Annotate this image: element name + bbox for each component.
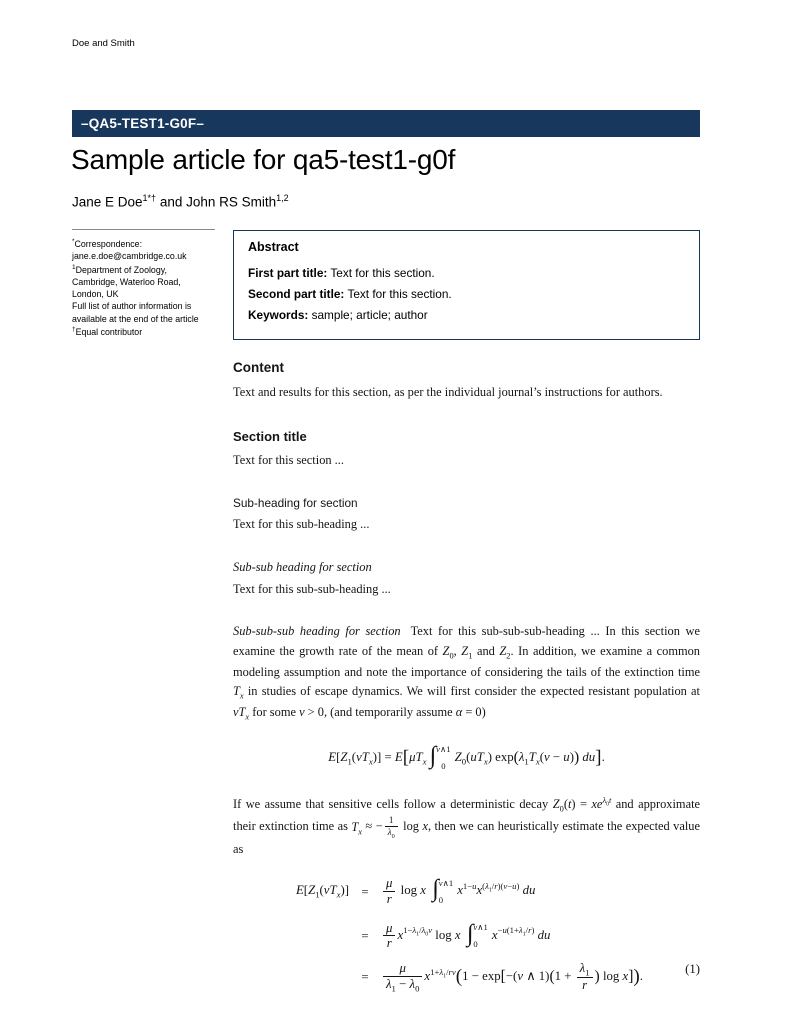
equation-2-rhs-2: $\frac{\mu}{r}$ $x^{1-\lambda_1/\lambda_0v}$ log x ∫ v∧1 0 $x^{-u(1+\lambda_1/r)}$ du [381, 917, 700, 955]
author-info-sidebar [72, 229, 215, 338]
running-head: Doe and Smith [72, 38, 135, 49]
content-paragraph: Text and results for this section, as per the individual journal’s instructions for authors. [233, 385, 663, 400]
abstract-second-label: Second part title: [248, 287, 345, 302]
sub-heading: Sub-heading for section [233, 495, 358, 510]
content-heading: Content [233, 360, 284, 375]
equation-2-row-2 [261, 917, 700, 955]
abstract-box [233, 230, 700, 340]
equation-1: $E[Z_1(vT_x)] = E[\mu T_x$ ∫ v∧1 0 $Z_0(uT_x) \exp(\lambda_1T_x(v - u))$ du]. [328, 741, 605, 771]
equals-sign: = [361, 884, 369, 899]
abstract-first-part [248, 263, 685, 284]
equals-sign: = [361, 928, 369, 943]
abstract-second-part [248, 284, 685, 305]
abstract-keywords-text: sample; article; author [311, 308, 428, 323]
abstract-heading: Abstract [248, 240, 299, 254]
correspondence-note: *Correspondence: jane.e.doe@cambridge.co.uk $^1$Department of Zoology, Cambridge, Waterloo Road, London, UK Full list of author information is available at the end of the article †Equal contributor [72, 238, 199, 337]
subsubsub-text: Text for this sub-sub-sub-heading ... In this section we examine the growth rate of the mean of $Z_0$, $Z_1$ and $Z_2$. In addition, we examine a common modeling assumption and note the importance of considering the tails of the extinction time $T_x$ in studies of escape dynamics. We will first consider the expected resistant population at $vT_x$ for some v > 0, (and temporarily assume α = 0) [233, 624, 700, 722]
article-title: Sample article for qa5-test1-g0f [71, 144, 456, 175]
equation-2 [233, 872, 700, 993]
equation-2-rhs-3: $\frac{\mu}{\lambda_1 - \lambda_0}$ $x^{1+\lambda_1/rv}(1 - \exp[-(v$ ∧ 1)(1 + $\frac{\lambda_1}{r}$ ) log x]). [381, 961, 700, 993]
abstract-keywords [248, 305, 685, 326]
estimate-paragraph: If we assume that sensitive cells follow a deterministic decay $Z_0(t) = xe^{\lambda_0t}$ and approximate their extinction time as $T_x$ ≈ − $\frac{1}{\lambda_0}$ log x, then we can heuristically estimate the expected value as [233, 794, 701, 857]
equation-number: (1) [685, 961, 700, 976]
abstract-keywords-label: Keywords: [248, 308, 309, 323]
equation-2-rhs-1: $\frac{\mu}{r}$ log x ∫ v∧1 0 $x^{1-u}x^{(\lambda_1/r)(v-u)}$ du [381, 872, 700, 910]
sub-heading-text: Text for this sub-heading ... [233, 517, 370, 532]
equation-2-row-1 [261, 872, 700, 910]
equals-sign: = [361, 969, 369, 984]
subsub-heading: Sub-sub heading for section [233, 559, 372, 574]
section-text: Text for this section ... [233, 453, 344, 468]
authors-line: Jane E Doe$^{1*\dagger}$ and John RS Smith$^{1,2}$ [72, 193, 289, 210]
banner-label: –QA5-TEST1-G0F– [81, 116, 205, 131]
abstract-second-text: Text for this section. [347, 287, 452, 302]
abstract-first-text: Text for this section. [330, 266, 435, 280]
subsubsub-paragraph [233, 622, 700, 723]
article-body [233, 357, 700, 999]
abstract-first-label: First part title: [248, 266, 328, 280]
subsubsub-heading: Sub-sub-sub heading for section [233, 624, 401, 639]
equation-2-row-3 [261, 961, 700, 993]
article-type-banner [72, 110, 700, 137]
equation-2-lhs: $E[Z_1(vT_x)]$ [295, 883, 349, 900]
section-title-heading: Section title [233, 428, 307, 444]
sidebar-rule [72, 229, 215, 230]
subsub-heading-text: Text for this sub-sub-heading ... [233, 581, 391, 596]
